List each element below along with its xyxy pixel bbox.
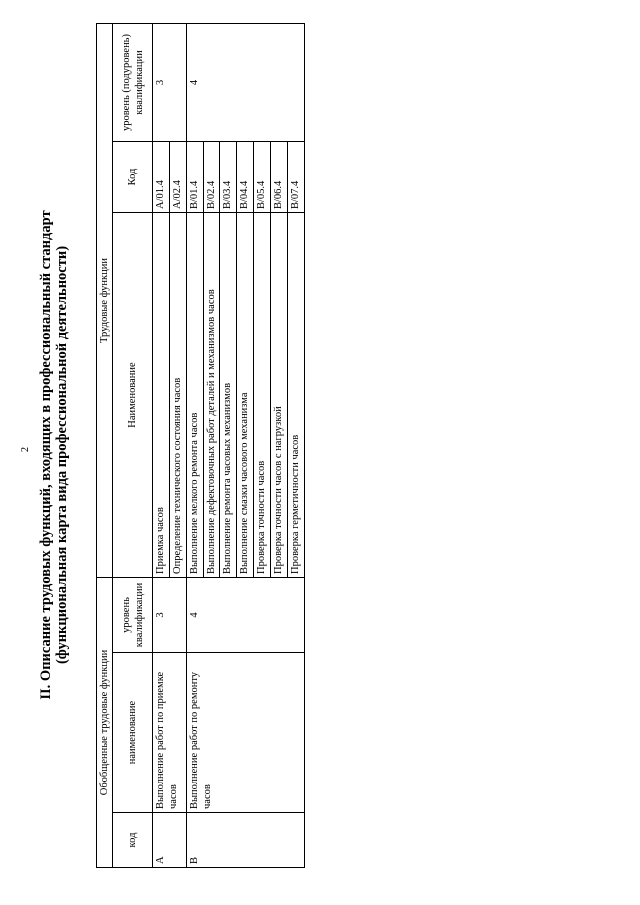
group-code: B: [187, 813, 305, 868]
header-name: наименование: [113, 653, 153, 813]
header-labor-functions: Трудовые функции: [97, 23, 113, 577]
header-function-level: уровень (подуровень) квалификации: [113, 23, 153, 141]
function-name: Проверка точности часов с нагрузкой: [271, 213, 288, 578]
function-name: Проверка герметичности часов: [288, 213, 305, 578]
function-code: B/07.4: [288, 142, 305, 213]
header-generalized-functions: Обобщенные трудовые функции: [97, 578, 113, 868]
rotated-page-content: [18, 25, 618, 885]
function-name: Выполнение мелкого ремонта часов: [187, 213, 204, 578]
function-name: Приемка часов: [153, 213, 170, 578]
page-number: 2: [20, 447, 31, 452]
function-level: 3: [153, 23, 187, 141]
function-name: Выполнение ремонта часовых механизмов: [220, 213, 237, 578]
function-code: B/01.4: [187, 142, 204, 213]
group-level: 4: [187, 578, 305, 653]
table-row: [153, 23, 170, 867]
function-code: B/05.4: [254, 142, 271, 213]
title-line-1: II. Описание трудовых функций, входящих в профессиональный стандарт: [38, 210, 54, 700]
table-row: [187, 23, 204, 867]
section-title: [38, 25, 70, 885]
header-function-name: Наименование: [113, 213, 153, 578]
function-code: B/06.4: [271, 142, 288, 213]
function-name: Выполнение дефектовочных работ деталей и механизмов часов: [204, 213, 220, 578]
function-name: Проверка точности часов: [254, 213, 271, 578]
group-name: Выполнение работ по ремонту часов: [187, 653, 305, 813]
group-code: A: [153, 813, 187, 868]
function-level: 4: [187, 23, 305, 141]
functional-map-table: [96, 23, 305, 868]
function-name: Определение технического состояния часов: [170, 213, 187, 578]
group-level: 3: [153, 578, 187, 653]
header-function-code: Код: [113, 142, 153, 213]
function-code: B/02.4: [204, 142, 220, 213]
function-code: A/02.4: [170, 142, 187, 213]
function-code: B/03.4: [220, 142, 237, 213]
header-code: код: [113, 813, 153, 868]
function-name: Выполнение смазки часового механизма: [237, 213, 254, 578]
group-name: Выполнение работ по приемке часов: [153, 653, 187, 813]
function-code: B/04.4: [237, 142, 254, 213]
title-line-2: (функциональная карта вида профессиональной деятельности): [54, 245, 70, 665]
header-level: уровень квалификации: [113, 578, 153, 653]
function-code: A/01.4: [153, 142, 170, 213]
